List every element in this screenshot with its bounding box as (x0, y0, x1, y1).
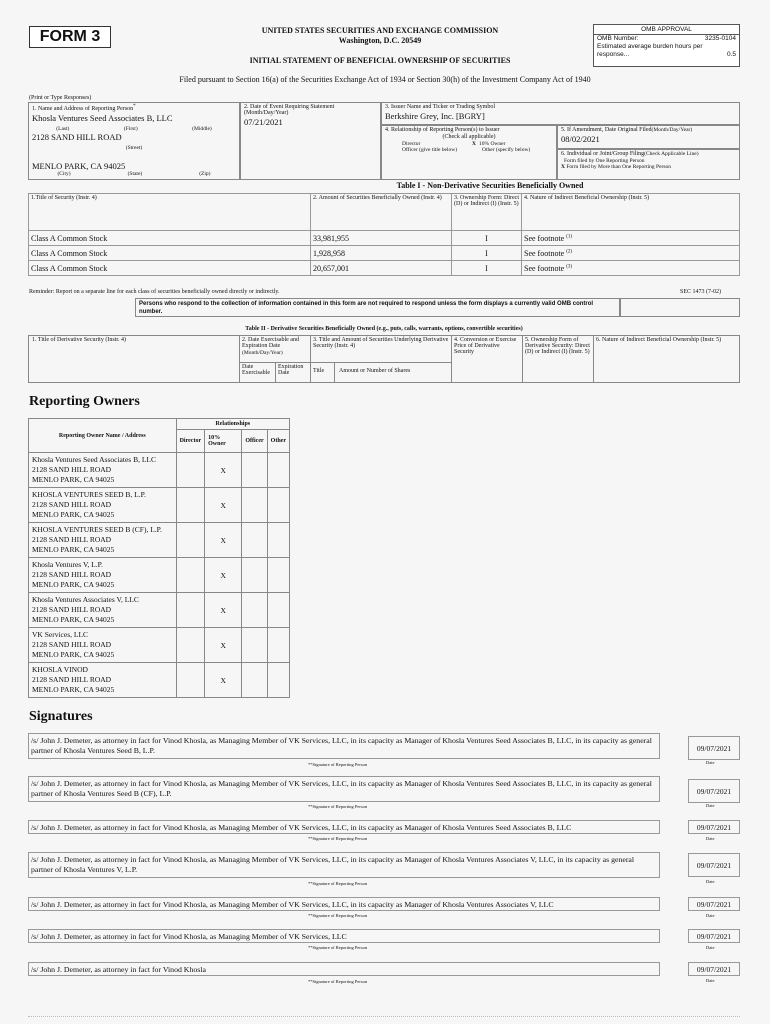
owner-address: 2128 SAND HILL ROAD (32, 535, 112, 544)
security-amount: 33,981,955 (311, 231, 452, 246)
owner-address: 2128 SAND HILL ROAD (32, 465, 112, 474)
date-caption: Date (706, 803, 715, 808)
table1-col4: 4. Nature of Indirect Beneficial Ownership (Instr. 5) (522, 194, 740, 231)
issuer-value: Berkshire Grey, Inc. [BGRY] (385, 111, 485, 121)
signature-block (28, 852, 740, 888)
table1-col3: 3. Ownership Form: Direct (D) or Indirect (I) (Instr. 5) (452, 194, 522, 231)
persons-notice: Persons who respond to the collection of information contained in this form are not required to respond unless the form displays a currently valid OMB control number. (135, 298, 620, 317)
signature-text: /s/ John J. Demeter, as attorney in fact for Vinod Khosla, as Managing Member of VK Services, LLC, in its capacity as Manager of Khosla Ventures Seed Associates B, LLC, in its capacity as general partner of Khosla Ventures Seed B, L.P. (28, 733, 660, 759)
filing-opt2-mark: X (561, 164, 565, 170)
signature-caption: **Signature of Reporting Person (308, 881, 368, 886)
owner-row (29, 558, 290, 593)
table2-col1: 1. Title of Derivative Security (Instr. 4) (29, 336, 240, 382)
reporting-person-city: MENLO PARK, CA 94025 (32, 161, 126, 171)
table2-col3: 3. Title and Amount of Securities Underlying Derivative Security (Instr. 4) (313, 337, 449, 349)
owner-address: 2128 SAND HILL ROAD (32, 675, 112, 684)
table2-col2b: Expiration Date (278, 364, 304, 376)
omb-number-value: 3235-0104 (704, 35, 736, 42)
table2-col2-small: (Month/Day/Year) (242, 350, 283, 356)
signature-date: 09/07/2021 (688, 962, 740, 976)
signature-block (28, 733, 740, 769)
owner-city: MENLO PARK, CA 94025 (32, 650, 115, 659)
date-caption: Date (706, 945, 715, 950)
other-label: Other (specify below) (482, 147, 531, 153)
ten-pct-check: X (205, 523, 242, 558)
footnote-link[interactable]: (3) (566, 263, 573, 269)
owner-address: 2128 SAND HILL ROAD (32, 570, 112, 579)
nature-text: See footnote (524, 248, 565, 258)
owner-name: KHOSLA VENTURES SEED B (CF), L.P. (32, 525, 162, 534)
table1-row (29, 246, 740, 261)
security-amount: 1,928,958 (311, 246, 452, 261)
filing-opt2: Form filed by More than One Reporting Person (566, 164, 671, 170)
signature-text: /s/ John J. Demeter, as attorney in fact for Vinod Khosla, as Managing Member of VK Services, LLC, in its capacity as Manager of Khosla Ventures Seed Associates B, LLC, in its capacity as general partner of Khosla Ventures Seed B (CF), L.P. (28, 776, 660, 802)
ten-pct-check: X (205, 663, 242, 698)
signature-caption: **Signature of Reporting Person (308, 913, 368, 918)
ownership-form: I (452, 261, 522, 276)
signature-caption: **Signature of Reporting Person (308, 945, 368, 950)
box-amendment (557, 125, 740, 149)
box5-label-small: (Month/Day/Year) (651, 127, 693, 133)
reporting-owners-heading: Reporting Owners (29, 394, 140, 409)
signature-text: /s/ John J. Demeter, as attorney in fact for Vinod Khosla (28, 962, 660, 976)
signature-caption: **Signature of Reporting Person (308, 804, 368, 809)
date-caption: Date (706, 879, 715, 884)
owner-row (29, 663, 290, 698)
date-caption: Date (706, 978, 715, 983)
table2-col3b: Amount or Number of Shares (339, 368, 411, 374)
table2-title: Table II - Derivative Securities Beneficially Owned (e.g., puts, calls, warrants, options, convertible securities) (245, 326, 523, 332)
officer-header: Officer (242, 430, 267, 453)
ten-pct-mark: X (472, 141, 476, 147)
ten-pct-check: X (205, 593, 242, 628)
omb-number-label: OMB Number: (597, 35, 639, 42)
box-relationship (381, 125, 557, 180)
ten-pct-check: X (205, 558, 242, 593)
signature-caption: **Signature of Reporting Person (308, 836, 368, 841)
amendment-date-value: 08/02/2021 (561, 134, 600, 144)
signature-caption: **Signature of Reporting Person (308, 979, 368, 984)
table1-col2: 2. Amount of Securities Beneficially Owned (Instr. 4) (311, 194, 452, 231)
box4-label: 4. Relationship of Reporting Person(s) to Issuer (385, 127, 500, 133)
table2-col2a: Date Exercisable (240, 363, 276, 382)
box5-label: 5. If Amendment, Date Original Filed (561, 127, 652, 133)
table2 (28, 335, 740, 383)
notice-blank-box (620, 298, 740, 317)
security-title: Class A Common Stock (29, 231, 311, 246)
sec-code: SEC 1473 (7-02) (680, 289, 721, 295)
ten-pct-check: X (205, 628, 242, 663)
signature-block (28, 897, 740, 923)
signature-block (28, 776, 740, 812)
date-caption: Date (706, 760, 715, 765)
owner-name-header: Reporting Owner Name / Address (29, 419, 177, 453)
box-event-date (240, 102, 381, 180)
table2-col5: 5. Ownership Form of Derivative Security: Direct (D) or Indirect (I) (Instr. 5) (523, 336, 594, 382)
owner-name: Khosla Ventures V, L.P. (32, 560, 103, 569)
street-label: (Street) (125, 145, 143, 151)
table1 (28, 193, 740, 276)
date-caption: Date (706, 913, 715, 918)
officer-label: Officer (give title below) (402, 147, 458, 153)
omb-response-label: response... (597, 51, 630, 58)
agency-name: UNITED STATES SECURITIES AND EXCHANGE COMMISSION (261, 26, 499, 35)
signature-text: /s/ John J. Demeter, as attorney in fact for Vinod Khosla, as Managing Member of VK Services, LLC, in its capacity as Manager of Khosla Ventures Seed Associates B, LLC (28, 820, 660, 834)
box6-label-small: (Check Applicable Line) (644, 151, 699, 157)
signature-caption: **Signature of Reporting Person (308, 762, 368, 767)
box3-label: 3. Issuer Name and Ticker or Trading Symbol (385, 104, 495, 110)
reporting-person-name: Khosla Ventures Seed Associates B, LLC (32, 113, 173, 123)
director-label: Director (402, 141, 421, 147)
owner-name: VK Services, LLC (32, 630, 89, 639)
form-title: INITIAL STATEMENT OF BENEFICIAL OWNERSHIP OF SECURITIES (249, 56, 511, 65)
owner-city: MENLO PARK, CA 94025 (32, 685, 115, 694)
box2-label: 2. Date of Event Requiring Statement (Month/Day/Year) (244, 104, 335, 116)
owner-city: MENLO PARK, CA 94025 (32, 510, 115, 519)
other-header: Other (267, 430, 289, 453)
owner-row (29, 523, 290, 558)
ownership-form: I (452, 246, 522, 261)
box1-footnote: * (133, 104, 136, 109)
first-label: (First) (123, 126, 138, 132)
signature-date: 09/07/2021 (688, 820, 740, 834)
reporting-person-address: 2128 SAND HILL ROAD (32, 132, 122, 142)
middle-label: (Middle) (192, 126, 212, 132)
owner-name: Khosla Ventures Associates V, LLC (32, 595, 139, 604)
table2-col3a: Title (311, 363, 335, 382)
signature-date: 09/07/2021 (688, 897, 740, 911)
box6-label: 6. Individual or Joint/Group Filing (561, 151, 645, 157)
footnote-link[interactable]: (2) (566, 248, 573, 254)
table1-col1: 1.Title of Security (Instr. 4) (29, 194, 311, 231)
box1-label: 1. Name and Address of Reporting Person (32, 106, 134, 112)
ownership-form: I (452, 231, 522, 246)
owner-row (29, 488, 290, 523)
nature-text: See footnote (524, 233, 565, 243)
owner-row (29, 593, 290, 628)
reporting-owners-table (28, 418, 290, 698)
table2-col6: 6. Nature of Indirect Beneficial Ownership (Instr. 5) (596, 337, 722, 343)
security-title: Class A Common Stock (29, 246, 311, 261)
agency-location: Washington, D.C. 20549 (338, 36, 422, 45)
state-label: (State) (127, 171, 143, 177)
event-date-value: 07/21/2021 (244, 117, 283, 127)
relationships-header: Relationships (176, 419, 289, 430)
table1-title: Table I - Non-Derivative Securities Beneficially Owned (396, 181, 584, 190)
signature-block (28, 962, 740, 992)
ten-pct-label: 10% Owner (478, 141, 506, 147)
omb-response-value: 0.5 (726, 51, 736, 58)
owner-city: MENLO PARK, CA 94025 (32, 475, 115, 484)
owner-row (29, 453, 290, 488)
director-header: Director (176, 430, 205, 453)
owner-city: MENLO PARK, CA 94025 (32, 615, 115, 624)
filed-pursuant: Filed pursuant to Section 16(a) of the Securities Exchange Act of 1934 or Section 30(h) of the Investment Company Act of 1940 (179, 75, 591, 84)
ten-owner-header: 10% Owner (205, 430, 242, 453)
box4-sub: (Check all applicable) (442, 134, 496, 140)
last-label: (Last) (56, 126, 70, 132)
nature-text: See footnote (524, 263, 565, 273)
print-note: (Print or Type Responses) (29, 95, 92, 101)
signature-date: 09/07/2021 (688, 929, 740, 943)
signatures-heading: Signatures (29, 709, 93, 724)
ten-pct-check: X (205, 488, 242, 523)
box-issuer (381, 102, 740, 125)
date-caption: Date (706, 836, 715, 841)
security-title: Class A Common Stock (29, 261, 311, 276)
owner-address: 2128 SAND HILL ROAD (32, 605, 112, 614)
omb-title: OMB APPROVAL (594, 25, 739, 35)
table1-row (29, 261, 740, 276)
omb-burden-label: Estimated average burden hours per (597, 43, 703, 50)
signature-block (28, 820, 740, 846)
signature-date: 09/07/2021 (688, 779, 740, 803)
reminder-text: Reminder: Report on a separate line for each class of securities beneficially owned directly or indirectly. (29, 289, 280, 295)
box-filing-type (557, 149, 740, 180)
security-amount: 20,657,001 (311, 261, 452, 276)
owner-address: 2128 SAND HILL ROAD (32, 500, 112, 509)
owner-city: MENLO PARK, CA 94025 (32, 545, 115, 554)
signature-text: /s/ John J. Demeter, as attorney in fact for Vinod Khosla, as Managing Member of VK Services, LLC, in its capacity as Manager of Khosla Ventures Associates V, LLC, in its capacity as general partner of Khosla Ventures V, L.P. (28, 852, 660, 878)
filing-opt1: Form filed by One Reporting Person (564, 158, 645, 164)
signature-date: 09/07/2021 (688, 736, 740, 760)
owner-name: Khosla Ventures Seed Associates B, LLC (32, 455, 157, 464)
ten-pct-check: X (205, 453, 242, 488)
page-bottom-rule (28, 1016, 740, 1017)
signature-text: /s/ John J. Demeter, as attorney in fact for Vinod Khosla, as Managing Member of VK Services, LLC (28, 929, 660, 943)
owner-address: 2128 SAND HILL ROAD (32, 640, 112, 649)
omb-approval-box (593, 24, 740, 67)
signature-block (28, 929, 740, 955)
table1-row (29, 231, 740, 246)
signature-date: 09/07/2021 (688, 853, 740, 877)
city-label: (City) (57, 171, 71, 177)
owner-name: KHOSLA VENTURES SEED B, L.P. (32, 490, 146, 499)
form-number: FORM 3 (29, 26, 111, 48)
footnote-link[interactable]: (1) (566, 233, 573, 239)
owner-name: KHOSLA VINOD (32, 665, 88, 674)
owner-row (29, 628, 290, 663)
owner-city: MENLO PARK, CA 94025 (32, 580, 115, 589)
table2-col2: 2. Date Exercisable and Expiration Date (242, 337, 299, 349)
table2-col4: 4. Conversion or Exercise Price of Derivative Security (452, 336, 523, 382)
zip-label: (Zip) (199, 171, 211, 177)
box-reporting-person (28, 102, 240, 180)
signature-text: /s/ John J. Demeter, as attorney in fact for Vinod Khosla, as Managing Member of VK Services, LLC, in its capacity as Manager of Khosla Ventures Associates V, LLC (28, 897, 660, 911)
